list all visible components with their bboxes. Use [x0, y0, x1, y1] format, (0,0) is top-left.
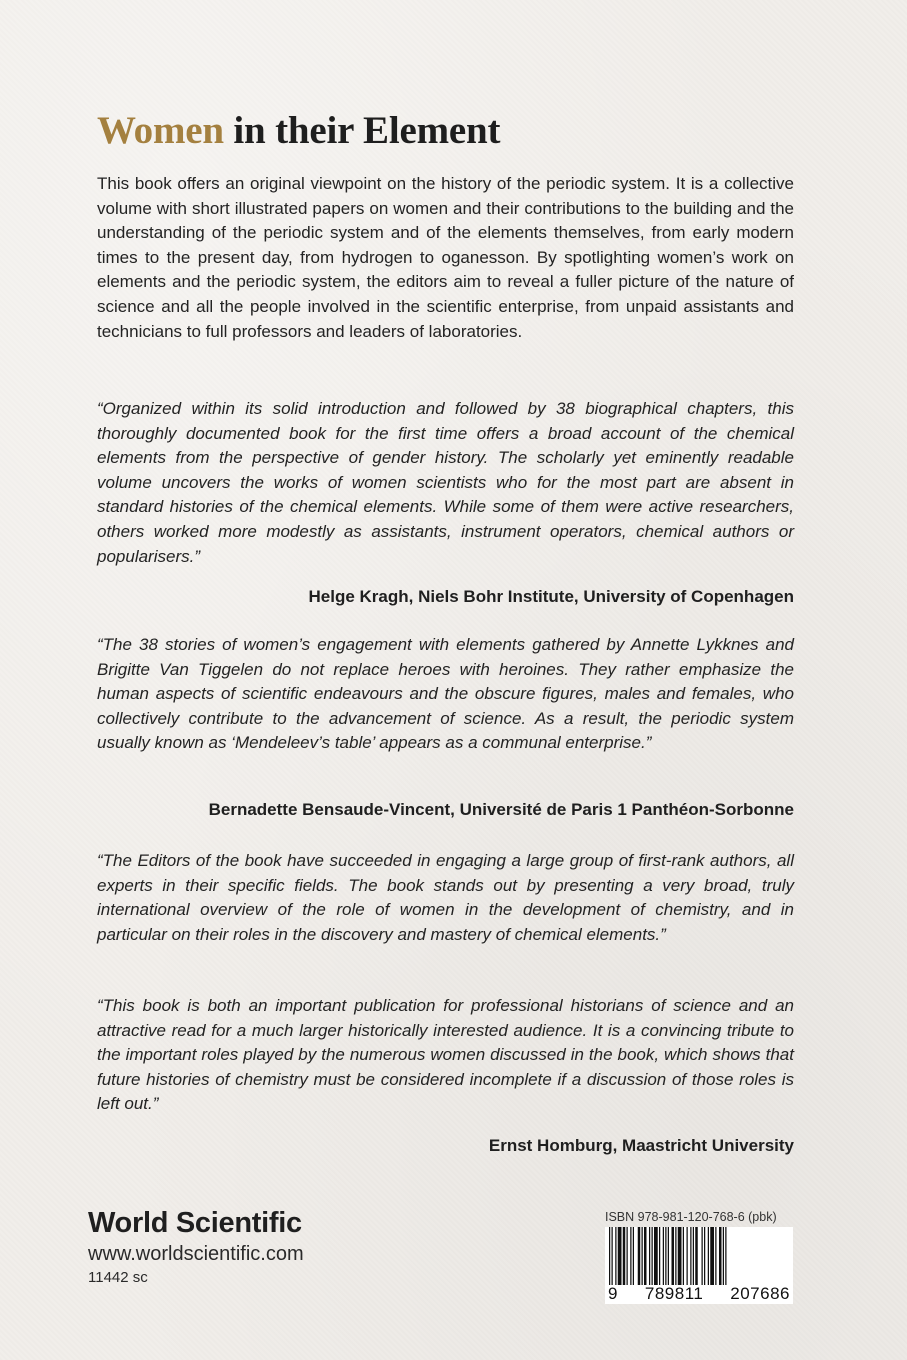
review-attribution-3: Ernst Homburg, Maastricht University: [488, 1136, 794, 1155]
review-attribution-1: Helge Kragh, Niels Bohr Institute, University of Copenhagen: [308, 587, 794, 606]
publisher-name: World Scientific: [88, 1207, 302, 1239]
barcode-bars: [605, 1227, 793, 1285]
publisher-code: 11442 sc: [88, 1269, 148, 1286]
review-quote-1: “Organized within its solid introduction and followed by 38 biographical chapters, this thoroughly documented book for the first time offers a broad account of the chemical elements from the perspective of gender history. The scholarly yet eminently readable volume uncovers the works of women scientists who for the most part are absent in standard histories of the chemical elements. While some of them were active researchers, others worked more modestly as assistants, instrument operators, chemical authors or popularisers.”: [97, 399, 794, 566]
book-description: This book offers an original viewpoint on the history of the periodic system. It is a collective volume with short illustrated papers on women and their contributions to the building and the understanding of the periodic system and of the elements themselves, from early modern times to the present day, from hydrogen to oganesson. By spotlighting women’s work on elements and the periodic system, the editors aim to reveal a fuller picture of the nature of science and all the people involved in the scientific enterprise, from unpaid assistants and technicians to full professors and leaders of laboratories.: [97, 174, 794, 341]
publisher-url: www.worldscientific.com: [88, 1243, 304, 1265]
title-accent-word: Women: [97, 109, 224, 152]
barcode-digits: [605, 1285, 793, 1304]
book-title: [97, 108, 500, 153]
barcode-digit-group: 9: [608, 1284, 618, 1303]
isbn-label: ISBN 978-981-120-768-6 (pbk): [605, 1210, 777, 1224]
title-rest: in their Element: [223, 109, 501, 152]
publisher-block: [88, 1205, 388, 1289]
review-quote-3: “The Editors of the book have succeeded in engaging a large group of first-rank authors, all experts in their specific fields. The book stands out by presenting a very broad, truly international overview of the role of women in the development of chemistry, and in particular on their roles in the discovery and mastery of chemical elements.”: [97, 851, 794, 944]
barcode-digit-group: 207686: [730, 1284, 790, 1303]
barcode-block: [605, 1209, 793, 1305]
review-attribution-2: Bernadette Bensaude-Vincent, Université de Paris 1 Panthéon-Sorbonne: [208, 800, 794, 819]
review-quote-2: “The 38 stories of women’s engagement with elements gathered by Annette Lykknes and Brigitte Van Tiggelen do not replace heroes with heroines. They rather emphasize the human aspects of scientific endeavours and the obscure figures, males and females, who collectively contribute to the advancement of science. As a result, the periodic system usually known as ‘Mendeleev’s table’ appears as a communal enterprise.”: [97, 635, 794, 753]
barcode-digit-group: 789811: [644, 1284, 704, 1303]
review-quote-4: “This book is both an important publication for professional historians of science and an attractive read for a much larger historically interested audience. It is a convincing tribute to the important roles played by the numerous women discussed in the book, which shows that future histories of chemistry must be considered incomplete if a discussion of those roles is left out.”: [97, 996, 794, 1114]
